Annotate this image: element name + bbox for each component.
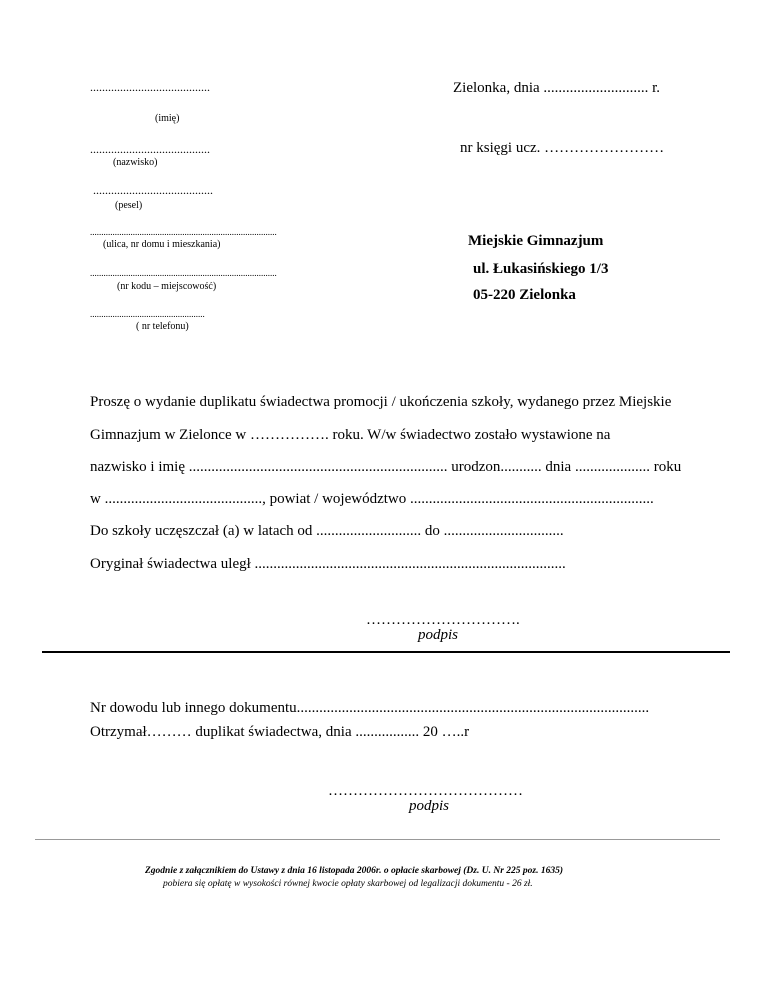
signature-dots-1: …………………………. — [366, 612, 520, 628]
name-label: (imię) — [155, 113, 180, 124]
surname-dots: ........................................ — [90, 142, 210, 156]
phone-dots: ................................................... — [90, 309, 205, 319]
book-number-line: nr księgi ucz. …………………… — [460, 140, 665, 156]
signature-label-1: podpis — [418, 627, 459, 643]
school-city: 05-220 Zielonka — [473, 287, 576, 303]
received-line: Otrzymał……… duplikat świadectwa, dnia ................. 20 …..r — [90, 724, 470, 740]
date-line: Zielonka, dnia ............................ r. — [453, 80, 661, 96]
separator-thick — [42, 651, 730, 653]
document-number-line: Nr dowodu lub innego dokumentu.............................................................................................. — [90, 700, 650, 716]
name-dots: ........................................ — [90, 80, 210, 94]
request-line-5: Do szkoły uczęszczał (a) w latach od ............................ do ................................ — [90, 523, 564, 539]
signature-label-2: podpis — [409, 798, 450, 814]
request-line-2: Gimnazjum w Zielonce w ……………. roku. W/w świadectwo zostało wystawione na — [90, 427, 611, 443]
school-name: Miejskie Gimnazjum — [468, 233, 604, 249]
request-line-1: Proszę o wydanie duplikatu świadectwa promocji / ukończenia szkoły, wydanego przez Miejskie — [90, 394, 672, 410]
signature-dots-2: ………………………………… — [328, 783, 523, 799]
pesel-dots: ........................................ — [93, 183, 213, 197]
separator-thin — [35, 839, 720, 840]
school-street: ul. Łukasińskiego 1/3 — [473, 261, 609, 277]
postal-label: (nr kodu – miejscowość) — [117, 281, 217, 292]
street-label: (ulica, nr domu i mieszkania) — [103, 239, 221, 250]
postal-dots: ................................................................................... — [90, 268, 277, 278]
street-dots: ................................................................................... — [90, 227, 277, 237]
footer-line-1: Zgodnie z załącznikiem do Ustawy z dnia 16 listopada 2006r. o opłacie skarbowej (Dz. U. Nr 225 poz. 1635) — [145, 866, 564, 876]
request-line-3: nazwisko i imię ..................................................................... urodzon........... dnia .................... roku — [90, 459, 682, 475]
request-line-6: Oryginał świadectwa uległ ................................................................................... — [90, 556, 566, 572]
footer-line-2: pobiera się opłatę w wysokości równej kwocie opłaty skarbowej od legalizacji dokumentu - 26 zł. — [163, 879, 533, 889]
phone-label: ( nr telefonu) — [136, 321, 189, 332]
surname-label: (nazwisko) — [113, 157, 158, 168]
pesel-label: (pesel) — [115, 200, 143, 211]
request-line-4: w .........................................., powiat / województwo ................................................................. — [90, 491, 654, 507]
